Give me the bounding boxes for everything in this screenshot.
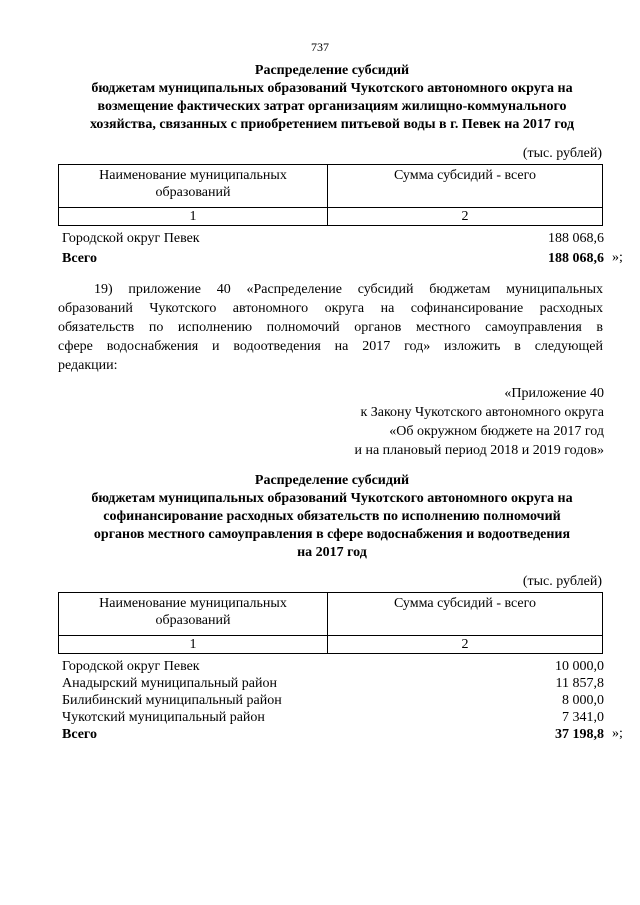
amendment-paragraph xyxy=(58,280,603,375)
section2-title-line: софинансирование расходных обязательств по исполнению полномочий xyxy=(103,509,561,524)
paragraph-line: редакции: xyxy=(58,358,118,373)
appendix-line: и на плановый период 2018 и 2019 годов» xyxy=(354,443,604,458)
section2-title-line: бюджетам муниципальных образований Чукотского автономного округа на xyxy=(91,491,573,506)
header-col-sum: Сумма субсидий - всего xyxy=(328,165,603,208)
header-col-name-line: образований xyxy=(155,613,231,628)
row-value: 188 068,6 xyxy=(548,231,604,246)
table-row xyxy=(62,692,604,709)
row-name: Анадырский муниципальный район xyxy=(62,676,277,691)
total-value: 37 198,8 xyxy=(555,727,604,742)
section1-title-line: хозяйства, связанных с приобретением питьевой воды в г. Певек на 2017 год xyxy=(89,117,575,132)
appendix-reference xyxy=(354,384,604,460)
total-value: 188 068,6 xyxy=(548,251,604,266)
header-num-1: 1 xyxy=(59,208,328,226)
section1-total-suffix: »; xyxy=(612,250,623,265)
header-col-name xyxy=(59,593,328,636)
section1-title-line: Распределение субсидий xyxy=(254,63,410,78)
table-row xyxy=(62,675,604,692)
paragraph-line: образований Чукотского автономного округа на софинансирование расходных xyxy=(58,301,603,316)
section2-title-line: органов местного самоуправления в сфере водоснабжения и водоотведения xyxy=(93,527,571,542)
appendix-line: «Об окружном бюджете на 2017 год xyxy=(389,424,604,439)
total-label: Всего xyxy=(62,251,97,266)
section2-table-header xyxy=(58,592,603,654)
header-col-name-line: Наименование муниципальных xyxy=(99,596,287,611)
table-row xyxy=(62,658,604,675)
page-number: 737 xyxy=(311,40,329,54)
section1-title-line: бюджетам муниципальных образований Чукотского автономного округа на xyxy=(91,81,573,96)
section2-rows xyxy=(62,658,604,743)
row-name: Билибинский муниципальный район xyxy=(62,693,282,708)
paragraph-line: 19) приложение 40 «Распределение субсидий бюджетам муниципальных xyxy=(94,282,603,297)
section2-title xyxy=(58,472,606,562)
appendix-line: «Приложение 40 xyxy=(504,386,604,401)
section1-unit: (тыс. рублей) xyxy=(522,146,602,161)
row-name: Городской округ Певек xyxy=(62,659,200,674)
header-num-2: 2 xyxy=(328,208,603,226)
total-row xyxy=(62,250,604,267)
row-name: Чукотский муниципальный район xyxy=(62,710,265,725)
row-value: 8 000,0 xyxy=(562,693,604,708)
total-label: Всего xyxy=(62,727,97,742)
section2-title-line: Распределение субсидий xyxy=(254,473,410,488)
header-col-name xyxy=(59,165,328,208)
header-num-1: 1 xyxy=(59,636,328,654)
section1-table-header xyxy=(58,164,603,226)
section2-unit: (тыс. рублей) xyxy=(522,574,602,589)
paragraph-line: обязательств по исполнению полномочий органов местного самоуправления в xyxy=(58,320,603,335)
section2-total-suffix: »; xyxy=(612,726,623,741)
header-col-name-line: образований xyxy=(155,185,231,200)
row-value: 7 341,0 xyxy=(562,710,604,725)
section1-title xyxy=(58,62,606,134)
row-value: 10 000,0 xyxy=(555,659,604,674)
header-col-name-line: Наименование муниципальных xyxy=(99,168,287,183)
header-num-2: 2 xyxy=(328,636,603,654)
paragraph-line: сфере водоснабжения и водоотведения на 2017 год» изложить в следующей xyxy=(58,339,603,354)
total-row xyxy=(62,726,604,743)
appendix-line: к Закону Чукотского автономного округа xyxy=(360,405,604,420)
table-row xyxy=(62,709,604,726)
row-value: 11 857,8 xyxy=(555,676,604,691)
section1-title-line: возмещение фактических затрат организациям жилищно-коммунального xyxy=(97,99,567,114)
section2-title-line: на 2017 год xyxy=(297,545,367,560)
section1-rows xyxy=(62,230,604,267)
table-row xyxy=(62,230,604,247)
row-name: Городской округ Певек xyxy=(62,231,200,246)
header-col-sum: Сумма субсидий - всего xyxy=(328,593,603,636)
